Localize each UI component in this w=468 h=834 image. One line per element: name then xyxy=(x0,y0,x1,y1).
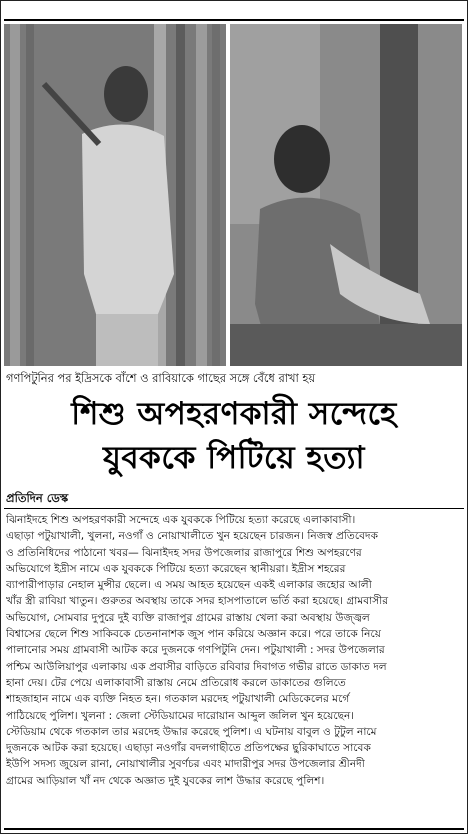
headline xyxy=(6,392,462,480)
body-line: বিশ্বাসের ছেলে শিশু সাকিবকে চেতনানাশক জুস পান করিয়ে অজ্ঞান করে। পরে তাকে নিয়ে xyxy=(6,628,381,641)
body-line: দুজনকে আটক করা হয়েছে। এছাড়া নওগাঁর বদলগাছীতে প্রতিপক্ষের ছুরিকাঘাতে সাবেক xyxy=(6,742,371,755)
body-line: গ্রামের আড়িয়াল খাঁ নদ থেকে অজ্ঞাত দুই যুবকের লাশ উদ্ধার করেছে পুলিশ। xyxy=(6,774,325,787)
body-line: ও প্রতিনিধিদের পাঠানো খবর— ঝিনাইদহ সদর উপজেলার রাজাপুরে শিশু অপহরণের xyxy=(6,546,362,559)
body-line: এছাড়া পটুয়াখালী, খুলনা, নওগাঁ ও নোয়াখালীতে খুন হয়েছেন চারজন। নিজস্ব প্রতিবেদক xyxy=(6,530,379,543)
top-rule xyxy=(4,19,464,21)
body-line: পালানোর সময় গ্রামবাসী আটক করে দুজনকে গণপিটুনি দেন। পটুয়াখালী : সদর উপজেলার xyxy=(6,644,385,657)
headline-line-2: যুবককে পিটিয়ে হত্যা xyxy=(103,440,365,476)
photo-icon xyxy=(230,24,462,366)
byline-rule xyxy=(4,508,464,509)
body-line: অভিযোগ, সোমবার দুপুরে দুই ব্যক্তি রাজাপুর গ্রামের রাস্তায় খেলা করা অবস্থায় উজ্জ্বল xyxy=(6,611,370,624)
headline-line-1: শিশু অপহরণকারী সন্দেহে xyxy=(71,396,397,432)
body-line: ঝিনাইদহে শিশু অপহরণকারী সন্দেহে এক যুবককে পিটিয়ে হত্যা করেছে এলাকাবাসী। xyxy=(6,514,356,526)
body-line: ইউপি সদস্য জুয়েল রানা, নোয়াখালীর সুবর্ণচর এবং মাদারীপুর সদর উপজেলার শ্রীনদী xyxy=(6,758,365,771)
body-line: শাহজাহান নামে এক ব্যক্তি নিহত হন। গতকাল মরদেহ পটুয়াখালী মেডিকেলের মর্গে xyxy=(6,693,350,706)
body-line: পাঠিয়েছে পুলিশ। খুলনা : জেলা স্টেডিয়ামের দারোয়ান আব্দুল জলিল খুন হয়েছেন। xyxy=(6,709,355,722)
body-line: স্টেডিয়াম থেকে গতকাল তার মরদেহ উদ্ধার করেছে পুলিশ। এ ঘটনায় বাবুল ও টুটুল নামে xyxy=(6,725,377,738)
photo-caption: গণপিটুনির পর ইদ্রিসকে বাঁশে ও রাবিয়াকে গাছের সঙ্গে বেঁধে রাখা হয় xyxy=(6,371,316,385)
photo-icon xyxy=(4,24,226,366)
bottom-rule xyxy=(4,828,464,830)
photo-left xyxy=(4,24,226,366)
body-line: পশ্চিম আউলিয়াপুর এলাকায় এক প্রবাসীর বাড়িতে রবিবার দিবাগত গভীর রাতে ডাকাত দল xyxy=(6,660,387,673)
photo-right xyxy=(230,24,462,366)
photo-row xyxy=(4,24,462,366)
body-line: খাঁর স্ত্রী রাবিয়া খাতুন। গুরুতর অবস্থায় তাকে সদর হাসপাতালে ভর্তি করা হয়েছে। গ্রামবাসীর xyxy=(6,595,389,608)
article-body xyxy=(6,512,462,789)
body-line: অভিযোগে ইদ্রীস নামে এক যুবককে পিটিয়ে হত্যা করেছেন স্থানীয়রা। ইদ্রীস শহরের xyxy=(6,562,346,575)
byline: প্রতিদিন ডেস্ক xyxy=(6,491,69,505)
body-line: ব্যাপারীপাড়ার নেহাল মুন্সীর ছেলে। এ সময় আহত হয়েছেন একই এলাকার জহোর আলী xyxy=(6,579,372,592)
body-line: হানা দেয়। টের পেয়ে এলাকাবাসী রাস্তায় নেমে প্রতিরোধ করলে ডাকাতের গুলিতে xyxy=(6,676,346,689)
